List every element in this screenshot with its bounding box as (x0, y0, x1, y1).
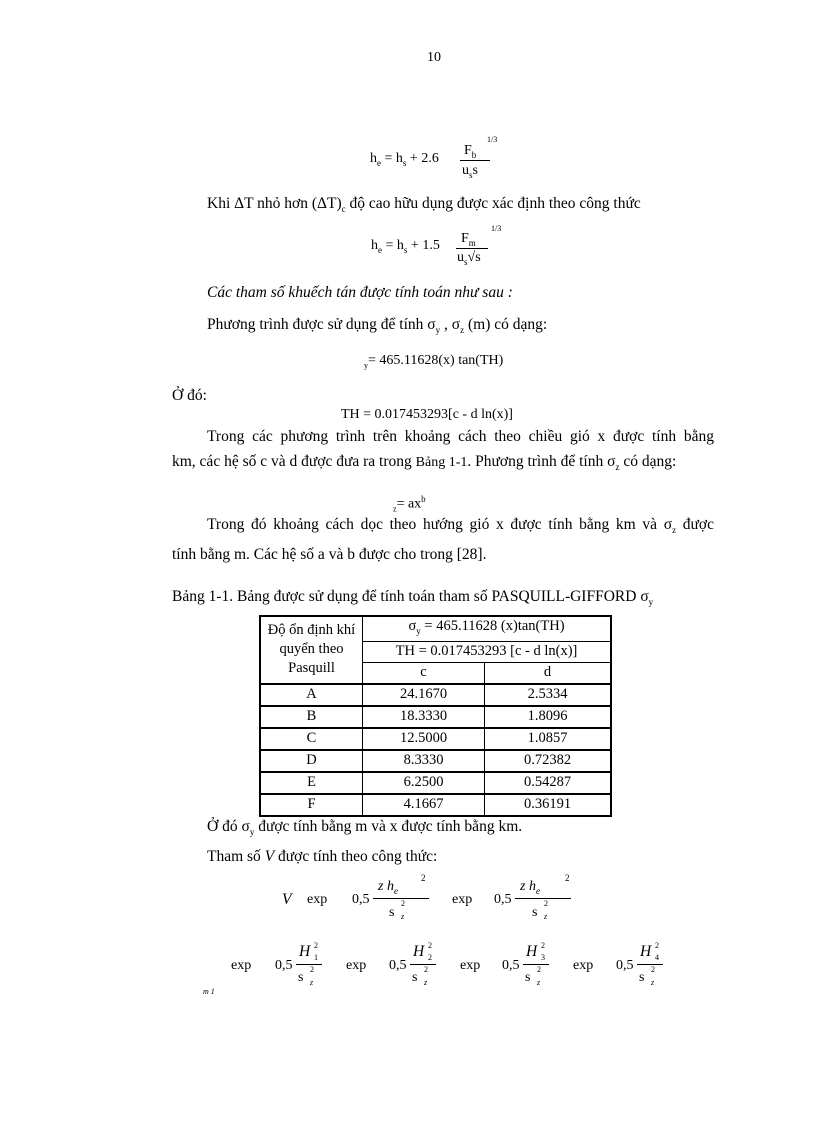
paragraph-wind-distance-line1: Trong các phương trình trên khoảng cách theo chiều gió x được tính bằng (207, 428, 714, 445)
table-row: D 8.3330 0.72382 (260, 750, 611, 772)
text-when-delta-t: Khi ΔT nhỏ hơn $(\Delta T)_c$ độ cao hữu dụng được xác định theo công thức (207, 195, 641, 215)
header-formula-th: TH = 0.017453293 [c - d ln(x)] (363, 641, 612, 662)
header-d: d (485, 662, 612, 684)
paragraph-downwind-line2: tính bằng m. Các hệ số a và b được cho trong [28]. (172, 546, 487, 563)
paragraph-downwind-line1: Trong đó khoảng cách dọc theo hướng gió x được tính bằng km và $\sigma_z$ được (207, 516, 714, 536)
header-formula-sigma-y: $\sigma_y = 465.11628$ (x)tan(TH) (363, 616, 612, 641)
table-row: F 4.1667 0.36191 (260, 794, 611, 816)
paragraph-wind-distance-line2: km, các hệ số c và d được đưa ra trong Bảng 1-1. Phương trình để tính $\sigma_z$ có dạng: (172, 453, 677, 473)
table-row: B 18.3330 1.8096 (260, 706, 611, 728)
header-c: c (363, 662, 485, 684)
table-row: E 6.2500 0.54287 (260, 772, 611, 794)
table-row: C 12.5000 1.0857 (260, 728, 611, 750)
pasquill-gifford-table (259, 615, 612, 817)
text-diffusion-params: Các tham số khuếch tán được tính toán như sau : (207, 284, 513, 301)
text-where: Ở đó: (172, 387, 207, 404)
text-sigma-units: Ở đó $\sigma_y$ được tính bằng m và x được tính bằng km. (207, 818, 523, 838)
equation-th: TH = 0.017453293[c - d ln(x)] (341, 407, 513, 422)
table-header-row-1 (260, 616, 611, 641)
text-equation-for-sigma: Phương trình được sử dụng để tính $\sigma_y$ , $\sigma_z$ (m) có dạng: (207, 316, 548, 336)
sqrt-icon: √s (467, 250, 481, 265)
page-number: 10 (427, 50, 441, 65)
table-caption: Bảng 1-1. Bảng được sử dụng để tính toán tham số PASQUILL-GIFFORD $\sigma_y$ (172, 588, 654, 608)
equation-sigma-y: $_y$= 465.11628(x) tan(TH) (364, 353, 504, 370)
table-reference: Bảng 1-1 (415, 455, 468, 470)
eq1-lhs: h (370, 151, 377, 166)
equation-sigma-z: $_z= ax^b$ (393, 494, 426, 514)
text-param-v: Tham số V được tính theo công thức: (207, 848, 438, 865)
table-row: A 24.1670 2.5334 (260, 684, 611, 706)
header-stability-class: Độ ổn định khí quyển theo Pasquill (260, 616, 363, 684)
